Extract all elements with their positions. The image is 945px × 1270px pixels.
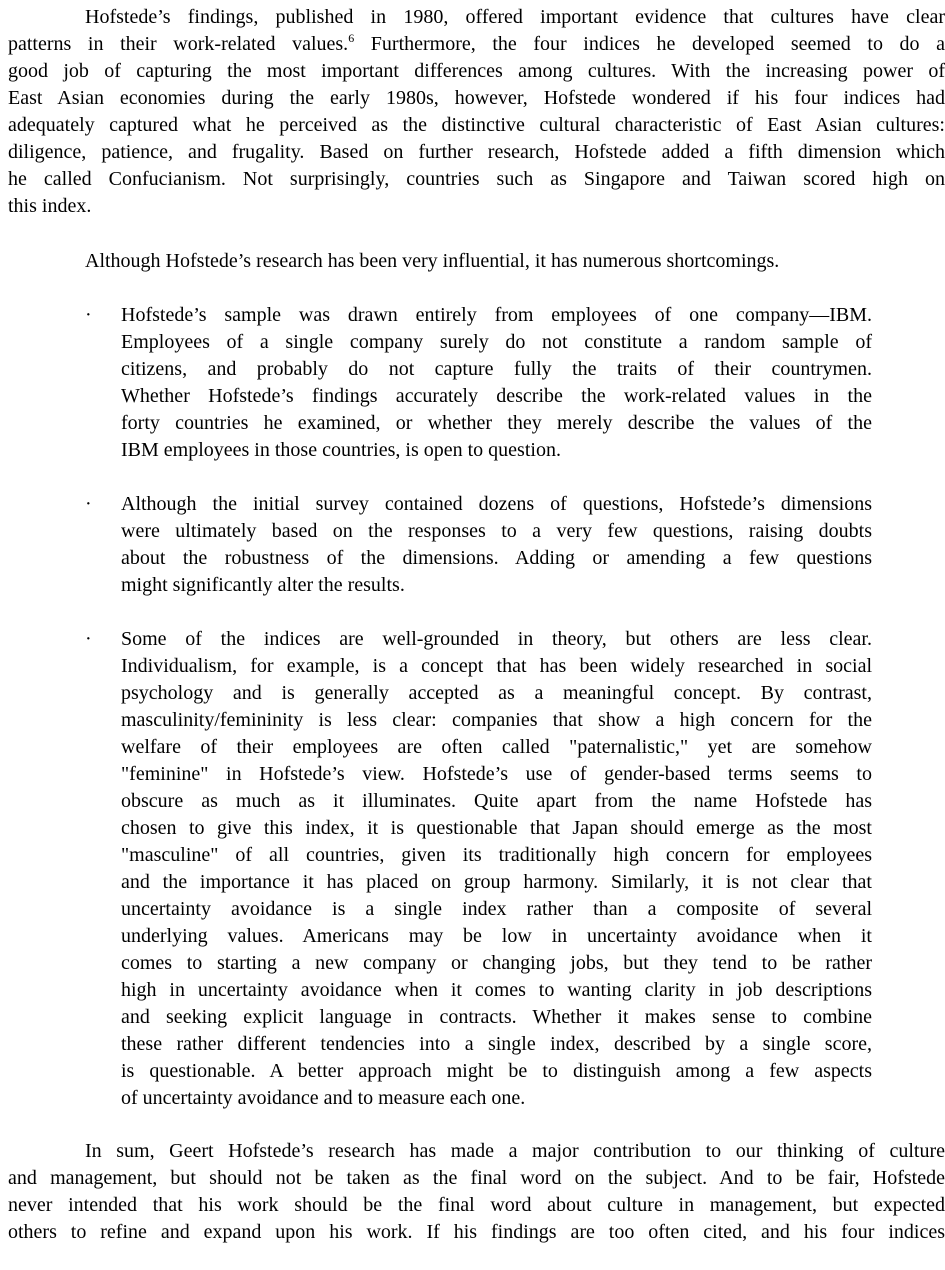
text-line: about the robustness of the dimensions. Adding or amending a few questions bbox=[121, 547, 872, 569]
text-line: Hofstede’s findings, published in 1980, offered important evidence that cultures have clear bbox=[85, 6, 945, 28]
text-line: welfare of their employees are often called "paternalistic," yet are somehow bbox=[121, 736, 872, 758]
bullet-marker: · bbox=[85, 304, 92, 326]
text-line: forty countries he examined, or whether they merely describe the values of the bbox=[121, 412, 872, 434]
text-line: uncertainty avoidance is a single index rather than a composite of several bbox=[121, 898, 872, 920]
text-line: Although Hofstede’s research has been very influential, it has numerous shortcomings. bbox=[85, 250, 780, 272]
text-line: good job of capturing the most important differences among cultures. With the increasing power of bbox=[8, 60, 945, 82]
text-line: never intended that his work should be the final word about culture in management, but expected bbox=[8, 1194, 945, 1216]
text-line: psychology and is generally accepted as a meaningful concept. By contrast, bbox=[121, 682, 872, 704]
text-line: others to refine and expand upon his work. If his findings are too often cited, and his four indices bbox=[8, 1221, 945, 1243]
bullet-marker: · bbox=[85, 628, 92, 650]
text-line: obscure as much as it illuminates. Quite apart from the name Hofstede has bbox=[121, 790, 872, 812]
text-line: and seeking explicit language in contracts. Whether it makes sense to combine bbox=[121, 1006, 872, 1028]
bullet-marker: · bbox=[85, 493, 92, 515]
bullet-text bbox=[121, 491, 872, 599]
text-line: IBM employees in those countries, is open to question. bbox=[121, 439, 561, 461]
text-line: of uncertainty avoidance and to measure each one. bbox=[121, 1087, 526, 1109]
text-line: underlying values. Americans may be low in uncertainty avoidance when it bbox=[121, 925, 872, 947]
text-line: Whether Hofstede’s findings accurately describe the work-related values in the bbox=[121, 385, 872, 407]
text-line: "feminine" in Hofstede’s view. Hofstede’s use of gender-based terms seems to bbox=[121, 763, 872, 785]
text-line: might significantly alter the results. bbox=[121, 574, 405, 596]
text-line: Hofstede’s sample was drawn entirely from employees of one company—IBM. bbox=[121, 304, 872, 326]
bullet-text bbox=[121, 626, 872, 1112]
text-line: is questionable. A better approach might be to distinguish among a few aspects bbox=[121, 1060, 872, 1082]
text-line: citizens, and probably do not capture fully the traits of their countrymen. bbox=[121, 358, 872, 380]
text-line: Employees of a single company surely do not constitute a random sample of bbox=[121, 331, 872, 353]
text-line: Some of the indices are well-grounded in theory, but others are less clear. bbox=[121, 628, 872, 650]
text-line: and management, but should not be taken as the final word on the subject. And to be fair, Hofstede bbox=[8, 1167, 945, 1189]
paragraph-shortcomings-intro bbox=[8, 248, 945, 275]
text-line: high in uncertainty avoidance when it comes to wanting clarity in job descriptions bbox=[121, 979, 872, 1001]
paragraph-hofstede-findings bbox=[8, 4, 945, 220]
text-line: diligence, patience, and frugality. Based on further research, Hofstede added a fifth dimension which bbox=[8, 141, 945, 163]
text-line: Although the initial survey contained dozens of questions, Hofstede’s dimensions bbox=[121, 493, 872, 515]
footnote-marker: 6 bbox=[348, 31, 355, 45]
text-line: East Asian economies during the early 1980s, however, Hofstede wondered if his four indices had bbox=[8, 87, 945, 109]
text-line: adequately captured what he perceived as the distinctive cultural characteristic of East Asian cultures: bbox=[8, 114, 945, 136]
text-line: comes to starting a new company or changing jobs, but they tend to be rather bbox=[121, 952, 872, 974]
text-line: this index. bbox=[8, 195, 92, 217]
text-segment: patterns in their work-related values. bbox=[8, 33, 349, 55]
text-line: In sum, Geert Hofstede’s research has made a major contribution to our thinking of culture bbox=[85, 1140, 945, 1162]
text-segment: Furthermore, the four indices he developed seemed to do a bbox=[354, 33, 945, 55]
text-line: Individualism, for example, is a concept that has been widely researched in social bbox=[121, 655, 872, 677]
text-line: "masculine" of all countries, given its traditionally high concern for employees bbox=[121, 844, 872, 866]
text-line: these rather different tendencies into a single index, described by a single score, bbox=[121, 1033, 872, 1055]
text-line: masculinity/femininity is less clear: companies that show a high concern for the bbox=[121, 709, 872, 731]
text-line: and the importance it has placed on group harmony. Similarly, it is not clear that bbox=[121, 871, 872, 893]
text-line: were ultimately based on the responses to a very few questions, raising doubts bbox=[121, 520, 872, 542]
bullet-text bbox=[121, 302, 872, 464]
text-line: he called Confucianism. Not surprisingly, countries such as Singapore and Taiwan scored high on bbox=[8, 168, 945, 190]
text-line: chosen to give this index, it is questionable that Japan should emerge as the most bbox=[121, 817, 872, 839]
text-line bbox=[8, 31, 945, 58]
paragraph-conclusion bbox=[8, 1138, 945, 1246]
